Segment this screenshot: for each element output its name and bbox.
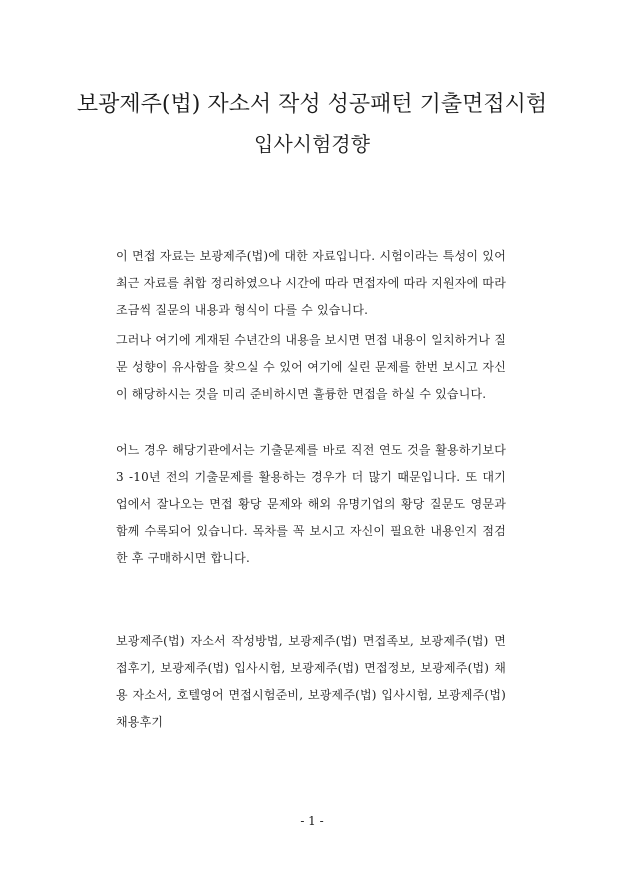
page-number: - 1 - xyxy=(300,814,324,828)
page-title: 보광제주(법) 자소서 작성 성공패턴 기출면접시험 xyxy=(76,92,548,117)
paragraph-notice: 어느 경우 해당기관에서는 기출문제를 바로 직전 연도 것을 활용하기보다 3 -10년 전의 기출문제를 활용하는 경우가 더 많기 때문입니다. 또 대기업에서 잘나오는 면접 황당 문제와 해외 유명기업의 황당 질문도 영문과 함께 수록되어 있습니다. 목차를 꼭 보시고 자신이 필요한 내용인지 점검한 후 구매하시면 합니다. xyxy=(116,443,506,565)
paragraph-content: 그러나 여기에 게재된 수년간의 내용을 보시면 면접 내용이 일치하거나 질문 성향이 유사함을 찾으실 수 있어 여기에 실린 문제를 한번 보시고 자신이 해당하시는 것을 미리 준비하시면 훌륭한 면접을 하실 수 있습니다. xyxy=(116,333,506,401)
paragraph-keywords: 보광제주(법) 자소서 작성방법, 보광제주(법) 면접족보, 보광제주(법) 면접후기, 보광제주(법) 입사시험, 보광제주(법) 면접정보, 보광제주(법) 채용 자소서, 호텔영어 면접시험준비, 보광제주(법) 입사시험, 보광제주(법) 채용후기 xyxy=(116,634,506,729)
page-subtitle: 입사시험경향 xyxy=(254,132,370,156)
paragraph-intro: 이 면접 자료는 보광제주(법)에 대한 자료입니다. 시험이라는 특성이 있어 최근 자료를 취합 정리하였으나 시간에 따라 면접자에 따라 지원자에 따라 조금씩 질문의 내용과 형식이 다를 수 있습니다. xyxy=(116,249,506,317)
